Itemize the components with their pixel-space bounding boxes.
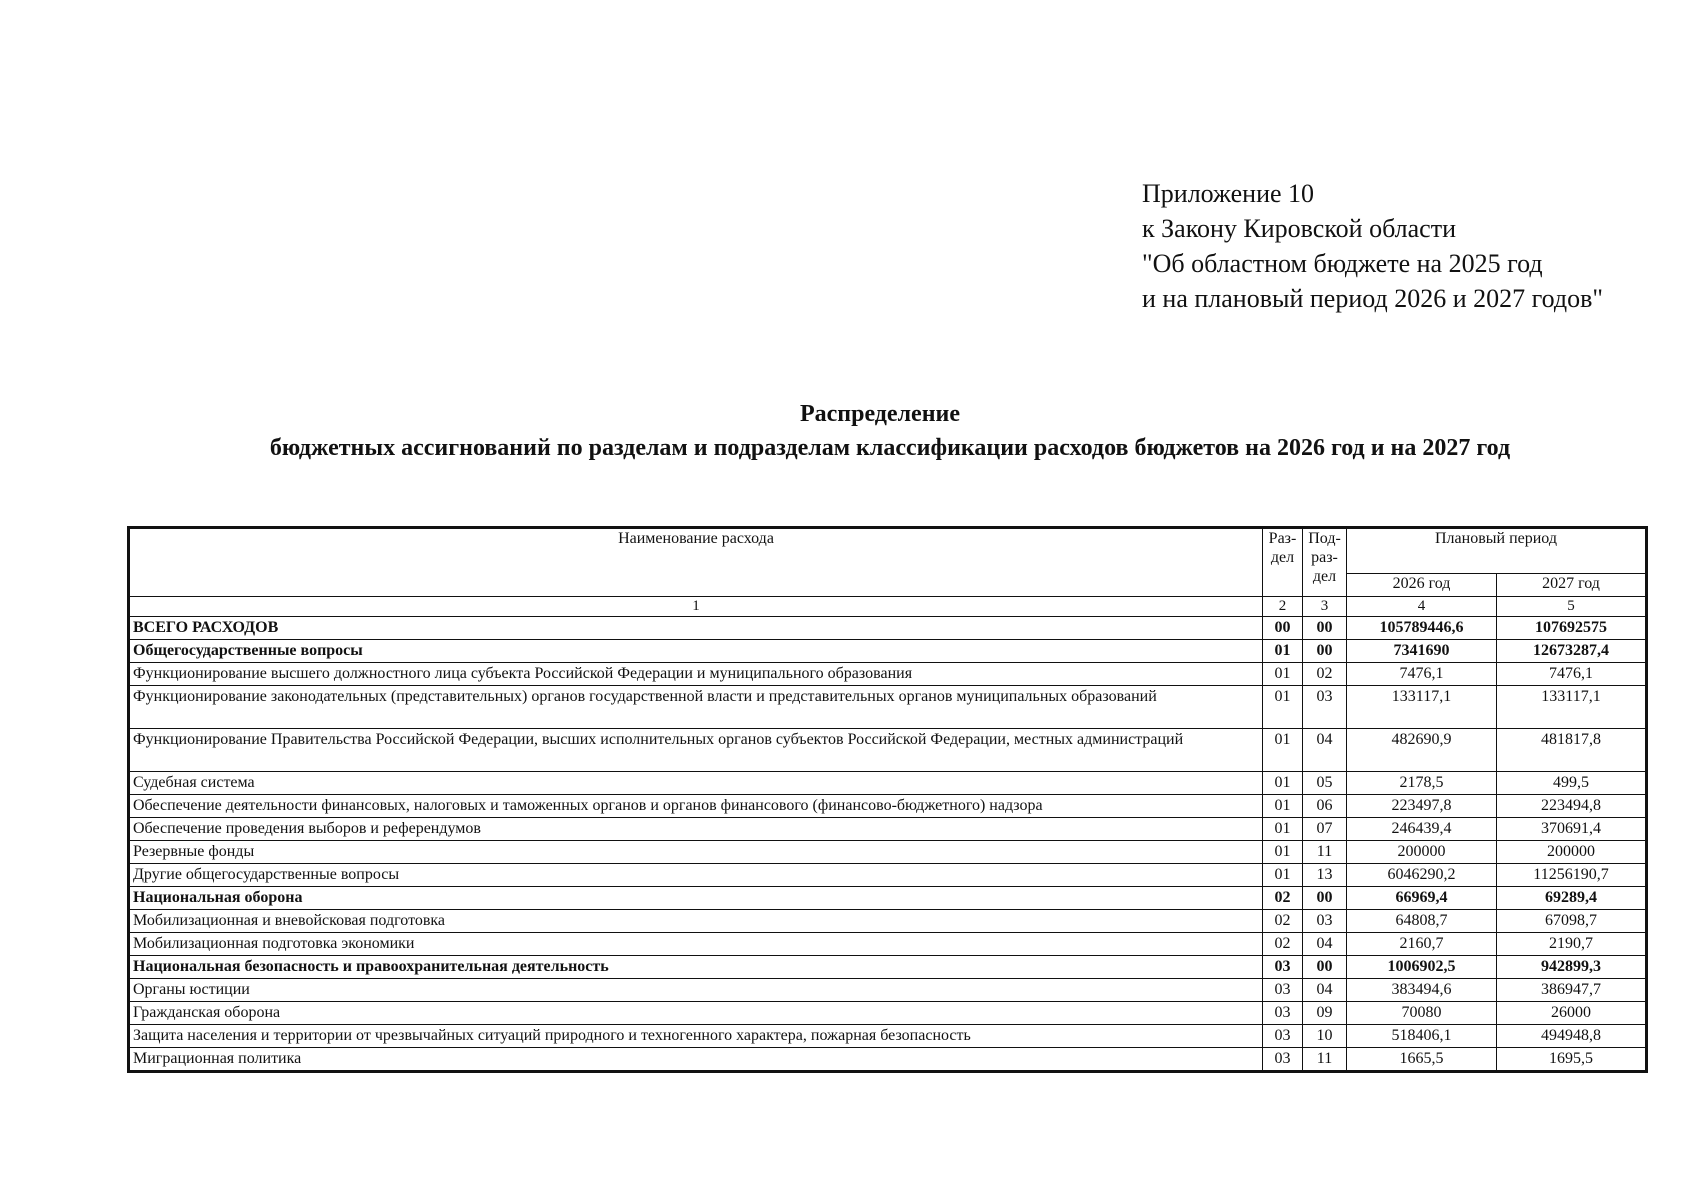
row-value-2026: 2178,5 <box>1347 772 1497 795</box>
row-value-2026: 223497,8 <box>1347 795 1497 818</box>
row-value-2027: 107692575 <box>1497 617 1647 640</box>
row-podrazdel: 00 <box>1303 617 1347 640</box>
row-podrazdel: 02 <box>1303 663 1347 686</box>
table-row <box>129 910 1647 933</box>
annex-line-2: к Закону Кировской области <box>1142 214 1456 243</box>
column-number: 1 <box>129 597 1263 617</box>
table-row <box>129 818 1647 841</box>
document-subtitle: бюджетных ассигнований по разделам и подразделам классификации расходов бюджетов на 2026 год и на 2027 год <box>269 435 1511 461</box>
row-podrazdel: 04 <box>1303 729 1347 772</box>
row-name: ВСЕГО РАСХОДОВ <box>129 617 1263 640</box>
row-value-2026: 1006902,5 <box>1347 956 1497 979</box>
row-podrazdel: 04 <box>1303 979 1347 1002</box>
row-podrazdel: 00 <box>1303 956 1347 979</box>
row-razdel: 01 <box>1263 795 1303 818</box>
table-row <box>129 1048 1647 1072</box>
row-value-2027: 481817,8 <box>1497 729 1647 772</box>
row-name: Судебная система <box>129 772 1263 795</box>
row-razdel: 02 <box>1263 887 1303 910</box>
row-name: Мобилизационная подготовка экономики <box>129 933 1263 956</box>
row-razdel: 01 <box>1263 686 1303 729</box>
annex-line-4: и на плановый период 2026 и 2027 годов" <box>1142 284 1604 313</box>
row-value-2027: 942899,3 <box>1497 956 1647 979</box>
row-value-2026: 383494,6 <box>1347 979 1497 1002</box>
row-podrazdel: 00 <box>1303 887 1347 910</box>
table-row <box>129 795 1647 818</box>
row-value-2027: 494948,8 <box>1497 1025 1647 1048</box>
row-value-2027: 12673287,4 <box>1497 640 1647 663</box>
row-razdel: 01 <box>1263 640 1303 663</box>
row-podrazdel: 04 <box>1303 933 1347 956</box>
row-value-2027: 26000 <box>1497 1002 1647 1025</box>
row-name: Защита населения и территории от чрезвычайных ситуаций природного и техногенного характера, пожарная безопасность <box>129 1025 1263 1048</box>
row-name: Миграционная политика <box>129 1048 1263 1072</box>
row-value-2027: 133117,1 <box>1497 686 1647 729</box>
row-value-2027: 2190,7 <box>1497 933 1647 956</box>
header-razdel: Раз-дел <box>1263 528 1303 597</box>
row-podrazdel: 10 <box>1303 1025 1347 1048</box>
row-razdel: 01 <box>1263 729 1303 772</box>
row-value-2027: 200000 <box>1497 841 1647 864</box>
column-number: 3 <box>1303 597 1347 617</box>
row-name: Общегосударственные вопросы <box>129 640 1263 663</box>
row-podrazdel: 05 <box>1303 772 1347 795</box>
row-name: Функционирование высшего должностного лица субъекта Российской Федерации и муниципального образования <box>129 663 1263 686</box>
row-podrazdel: 03 <box>1303 686 1347 729</box>
row-razdel: 00 <box>1263 617 1303 640</box>
row-value-2026: 70080 <box>1347 1002 1497 1025</box>
row-razdel: 03 <box>1263 1025 1303 1048</box>
table-row <box>129 1002 1647 1025</box>
table-row <box>129 617 1647 640</box>
row-name: Национальная безопасность и правоохранительная деятельность <box>129 956 1263 979</box>
row-value-2026: 200000 <box>1347 841 1497 864</box>
table-row <box>129 640 1647 663</box>
table-row <box>129 864 1647 887</box>
table-row <box>129 887 1647 910</box>
row-razdel: 03 <box>1263 979 1303 1002</box>
table-row <box>129 686 1647 729</box>
row-value-2026: 7341690 <box>1347 640 1497 663</box>
row-value-2027: 386947,7 <box>1497 979 1647 1002</box>
row-razdel: 03 <box>1263 1002 1303 1025</box>
row-value-2026: 105789446,6 <box>1347 617 1497 640</box>
row-value-2026: 133117,1 <box>1347 686 1497 729</box>
header-year-2027: 2027 год <box>1497 574 1647 597</box>
row-value-2027: 69289,4 <box>1497 887 1647 910</box>
row-razdel: 01 <box>1263 772 1303 795</box>
row-value-2027: 1695,5 <box>1497 1048 1647 1072</box>
row-value-2027: 499,5 <box>1497 772 1647 795</box>
table-row <box>129 1025 1647 1048</box>
row-value-2026: 246439,4 <box>1347 818 1497 841</box>
column-number: 2 <box>1263 597 1303 617</box>
header-name: Наименование расхода <box>129 528 1263 597</box>
row-podrazdel: 07 <box>1303 818 1347 841</box>
row-podrazdel: 06 <box>1303 795 1347 818</box>
row-podrazdel: 11 <box>1303 1048 1347 1072</box>
row-value-2026: 7476,1 <box>1347 663 1497 686</box>
row-razdel: 01 <box>1263 841 1303 864</box>
row-value-2027: 11256190,7 <box>1497 864 1647 887</box>
row-name: Другие общегосударственные вопросы <box>129 864 1263 887</box>
row-razdel: 03 <box>1263 956 1303 979</box>
row-value-2026: 2160,7 <box>1347 933 1497 956</box>
row-name: Национальная оборона <box>129 887 1263 910</box>
row-value-2026: 518406,1 <box>1347 1025 1497 1048</box>
column-number: 4 <box>1347 597 1497 617</box>
table-row <box>129 841 1647 864</box>
row-name: Гражданская оборона <box>129 1002 1263 1025</box>
row-value-2027: 223494,8 <box>1497 795 1647 818</box>
row-value-2026: 64808,7 <box>1347 910 1497 933</box>
row-value-2026: 66969,4 <box>1347 887 1497 910</box>
row-razdel: 03 <box>1263 1048 1303 1072</box>
row-name: Функционирование Правительства Российской Федерации, высших исполнительных органов субъектов Российской Федерации, местных администраций <box>129 729 1263 772</box>
row-podrazdel: 09 <box>1303 1002 1347 1025</box>
annex-line-1: Приложение 10 <box>1142 179 1315 208</box>
document-title: Распределение <box>799 401 961 427</box>
row-razdel: 01 <box>1263 663 1303 686</box>
row-value-2026: 482690,9 <box>1347 729 1497 772</box>
row-podrazdel: 03 <box>1303 910 1347 933</box>
table-row <box>129 729 1647 772</box>
row-podrazdel: 13 <box>1303 864 1347 887</box>
row-value-2027: 7476,1 <box>1497 663 1647 686</box>
table-row <box>129 979 1647 1002</box>
row-value-2027: 370691,4 <box>1497 818 1647 841</box>
table-row <box>129 956 1647 979</box>
row-name: Мобилизационная и вневойсковая подготовка <box>129 910 1263 933</box>
row-name: Обеспечение деятельности финансовых, налоговых и таможенных органов и органов финансового (финансово-бюджетного) надзора <box>129 795 1263 818</box>
row-razdel: 01 <box>1263 864 1303 887</box>
header-podrazdel: Под-раз-дел <box>1303 528 1347 597</box>
budget-table <box>127 526 1648 1073</box>
table-row <box>129 772 1647 795</box>
row-value-2026: 6046290,2 <box>1347 864 1497 887</box>
row-name: Функционирование законодательных (представительных) органов государственной власти и представительных органов муниципальных образований <box>129 686 1263 729</box>
row-name: Органы юстиции <box>129 979 1263 1002</box>
row-name: Резервные фонды <box>129 841 1263 864</box>
row-value-2027: 67098,7 <box>1497 910 1647 933</box>
table-row <box>129 933 1647 956</box>
header-year-2026: 2026 год <box>1347 574 1497 597</box>
header-period: Плановый период <box>1347 528 1647 574</box>
row-razdel: 01 <box>1263 818 1303 841</box>
row-value-2026: 1665,5 <box>1347 1048 1497 1072</box>
annex-line-3: "Об областном бюджете на 2025 год <box>1142 249 1543 278</box>
annex-block <box>1142 176 1603 316</box>
row-name: Обеспечение проведения выборов и референдумов <box>129 818 1263 841</box>
column-number: 5 <box>1497 597 1647 617</box>
row-razdel: 02 <box>1263 933 1303 956</box>
row-razdel: 02 <box>1263 910 1303 933</box>
row-podrazdel: 00 <box>1303 640 1347 663</box>
table-row <box>129 663 1647 686</box>
row-podrazdel: 11 <box>1303 841 1347 864</box>
